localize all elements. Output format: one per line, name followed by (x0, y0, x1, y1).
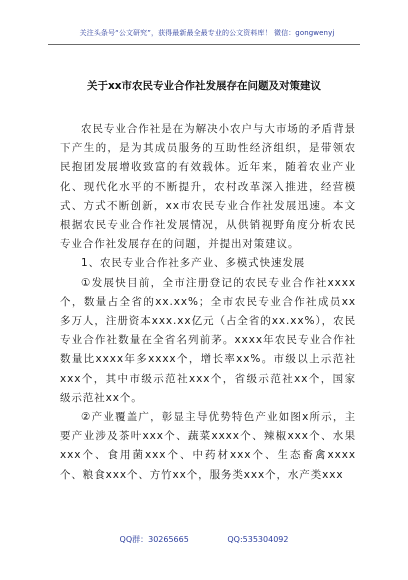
header-banner: 关注头条号“公文研究”，获得最新最全最专业的公文资料库！ 微信：gongwenyj (79, 29, 335, 37)
header-divider (48, 44, 360, 45)
intro-paragraph: 农民专业合作社是在为解决小农户与大市场的矛盾背景下产生的，是为其成员服务的互助性经济组织，是带领农民抱团发展增收致富的有效载体。近年来，随着农业产业化、现代化水平的不断提升，农村改革深入推进，经营模式、方式不断创新，xx市农民专业合作社发展迅速。本文根据农民专业合作社发展情况，从供销视野角度分析农民专业合作社发展存在的问题，并提出对策建议。 (60, 123, 356, 251)
body-paragraph-development: ①发展快目前，全市注册登记的农民专业合作社xxxx个，数量占全省的xx.xx%；全市农民专业合作社成员xx多万人，注册资本xxx.xx亿元（占全省的xx.xx%），农民专业合作社数量在全省名列前茅。xxxx年农民专业合作社数量比xxxx年多xxxx个，增长率xx%。市级以上示范社xxx个，其中市级示范社xxx个，省级示范社xx个，国家级示范社xx个。 (60, 276, 356, 404)
section-heading: 1、农民专业合作社多产业、多模式快速发展 (81, 257, 306, 270)
footer-qq-contact: QQ:535304092 (227, 535, 289, 544)
footer-qq-group: QQ群：30265665 (119, 535, 189, 544)
document-body (60, 120, 356, 485)
body-paragraph-industry: ②产业覆盖广，彰显主导优势特色产业如图x所示，主要产业涉及茶叶xxx个、蔬菜xxxx个、辣椒xxx个、水果xxx个、食用菌xxx个、中药材xxx个、生态畜禽xxxx个、粮食xxx个、方竹xx个，服务类xxx个，水产类xxx (60, 411, 356, 481)
footer (0, 534, 408, 545)
document-title: 关于xx市农民专业合作社发展存在问题及对策建议 (86, 80, 322, 92)
